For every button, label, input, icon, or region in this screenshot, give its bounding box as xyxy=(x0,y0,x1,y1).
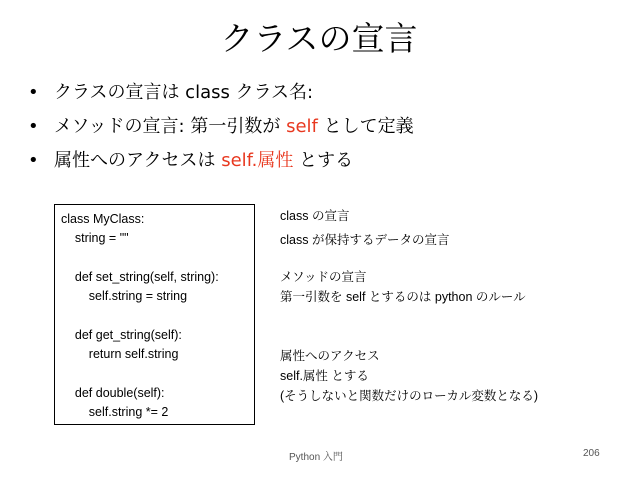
bullet-item-method-decl xyxy=(28,110,414,144)
bullet-marker: • xyxy=(28,82,39,103)
bullet-highlight-self-attr: self.属性 xyxy=(221,150,294,171)
bullet-highlight-self: self xyxy=(286,116,318,137)
bullet-text: メソッドの宣言: 第一引数が xyxy=(54,116,287,137)
bullet-marker: • xyxy=(28,116,39,137)
note-method-rule: 第一引数を self とするのは python のルール xyxy=(280,290,526,304)
code-line: def double(self): xyxy=(61,386,165,400)
bullet-marker: • xyxy=(28,150,39,171)
bullet-text: 属性へのアクセスは xyxy=(54,150,222,171)
code-line: def set_string(self, string): xyxy=(61,270,219,284)
note-attr-self: self.属性 とする xyxy=(280,369,369,383)
code-line: self.string *= 2 xyxy=(61,405,169,419)
slide-title: クラスの宣言 xyxy=(220,19,418,58)
code-line: string = "" xyxy=(61,231,129,245)
code-line: self.string = string xyxy=(61,289,188,303)
note-attr-warning: (そうしないと関数だけのローカル変数となる) xyxy=(280,389,539,403)
page-number: 206 xyxy=(583,448,600,459)
note-method-decl: メソッドの宣言 xyxy=(280,270,367,284)
code-line: class MyClass: xyxy=(61,212,145,226)
bullet-text-after: とする xyxy=(293,150,354,171)
bullet-list xyxy=(28,76,414,178)
footer-label: Python 入門 xyxy=(289,452,343,463)
code-box xyxy=(54,204,255,425)
code-line: def get_string(self): xyxy=(61,328,182,342)
note-class-data: class が保持するデータの宣言 xyxy=(280,233,450,247)
note-attr-access: 属性へのアクセス xyxy=(280,349,380,363)
code-line: return self.string xyxy=(61,347,179,361)
bullet-text-after: として定義 xyxy=(317,116,414,137)
note-class-decl: class の宣言 xyxy=(280,209,350,223)
bullet-item-class-decl xyxy=(28,76,414,110)
bullet-text: クラスの宣言は class クラス名: xyxy=(54,82,314,103)
bullet-item-attr-access xyxy=(28,144,414,178)
